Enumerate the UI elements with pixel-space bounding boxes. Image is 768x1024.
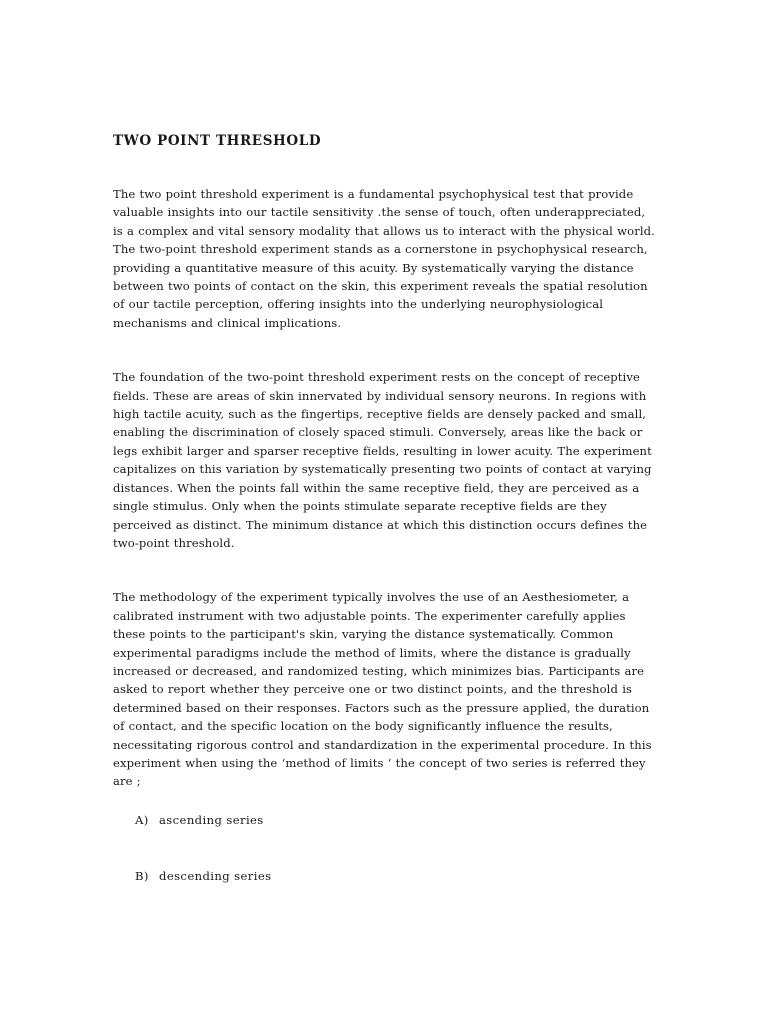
list-item — [135, 867, 658, 885]
paragraph-methodology: The methodology of the experiment typically involves the use of an Aesthesiometer, a calibrated instrument with two adjustable points. The experimenter carefully applies these points to the participant's skin, varying the distance systematically. Common experimental paradigms include the method of limits, where the distance is gradually increased or decreased, and randomized testing, which minimizes bias. Participants are asked to report whether they perceive one or two distinct points, and the threshold is determined based on their responses. Factors such as the pressure applied, the duration of contact, and the specific location on the body significantly influence the results, necessitating rigorous control and standardization in the experimental procedure. In this experiment when using the ‘method of limits ‘ the concept of two series is referred they are ; — [113, 590, 652, 789]
list-item — [135, 811, 658, 829]
document-title: TWO POINT THRESHOLD — [113, 133, 322, 149]
list-item-marker: B) — [135, 868, 149, 883]
list-item-marker: A) — [135, 812, 149, 827]
paragraph-receptive-fields: The foundation of the two-point threshold experiment rests on the concept of receptive fields. These are areas of skin innervated by individual sensory neurons. In regions with high tactile acuity, such as the fingertips, receptive fields are densely packed and small, enabling the discrimination of closely spaced stimuli. Conversely, areas like the back or legs exhibit larger and sparser receptive fields, resulting in lower acuity. The experiment capitalizes on this variation by systematically presenting two points of contact at varying distances. When the points fall within the same receptive field, they are perceived as a single stimulus. Only when the points stimulate separate receptive fields are they perceived as distinct. The minimum distance at which this distinction occurs defines the two-point threshold. — [113, 370, 652, 550]
list-item-text: ascending series — [159, 812, 264, 827]
series-list — [113, 811, 658, 885]
document-body — [113, 131, 658, 885]
list-item-text: descending series — [159, 868, 272, 883]
paragraph-intro: The two point threshold experiment is a fundamental psychophysical test that provide valuable insights into our tactile sensitivity .the sense of touch, often underappreciated, is a complex and vital sensory modality that allows us to interact with the physical world. The two-point threshold experiment stands as a cornerstone in psychophysical research, providing a quantitative measure of this acuity. By systematically varying the distance between two points of contact on the skin, this experiment reveals the spatial resolution of our tactile perception, offering insights into the underlying neurophysiological mechanisms and clinical implications. — [113, 187, 655, 330]
